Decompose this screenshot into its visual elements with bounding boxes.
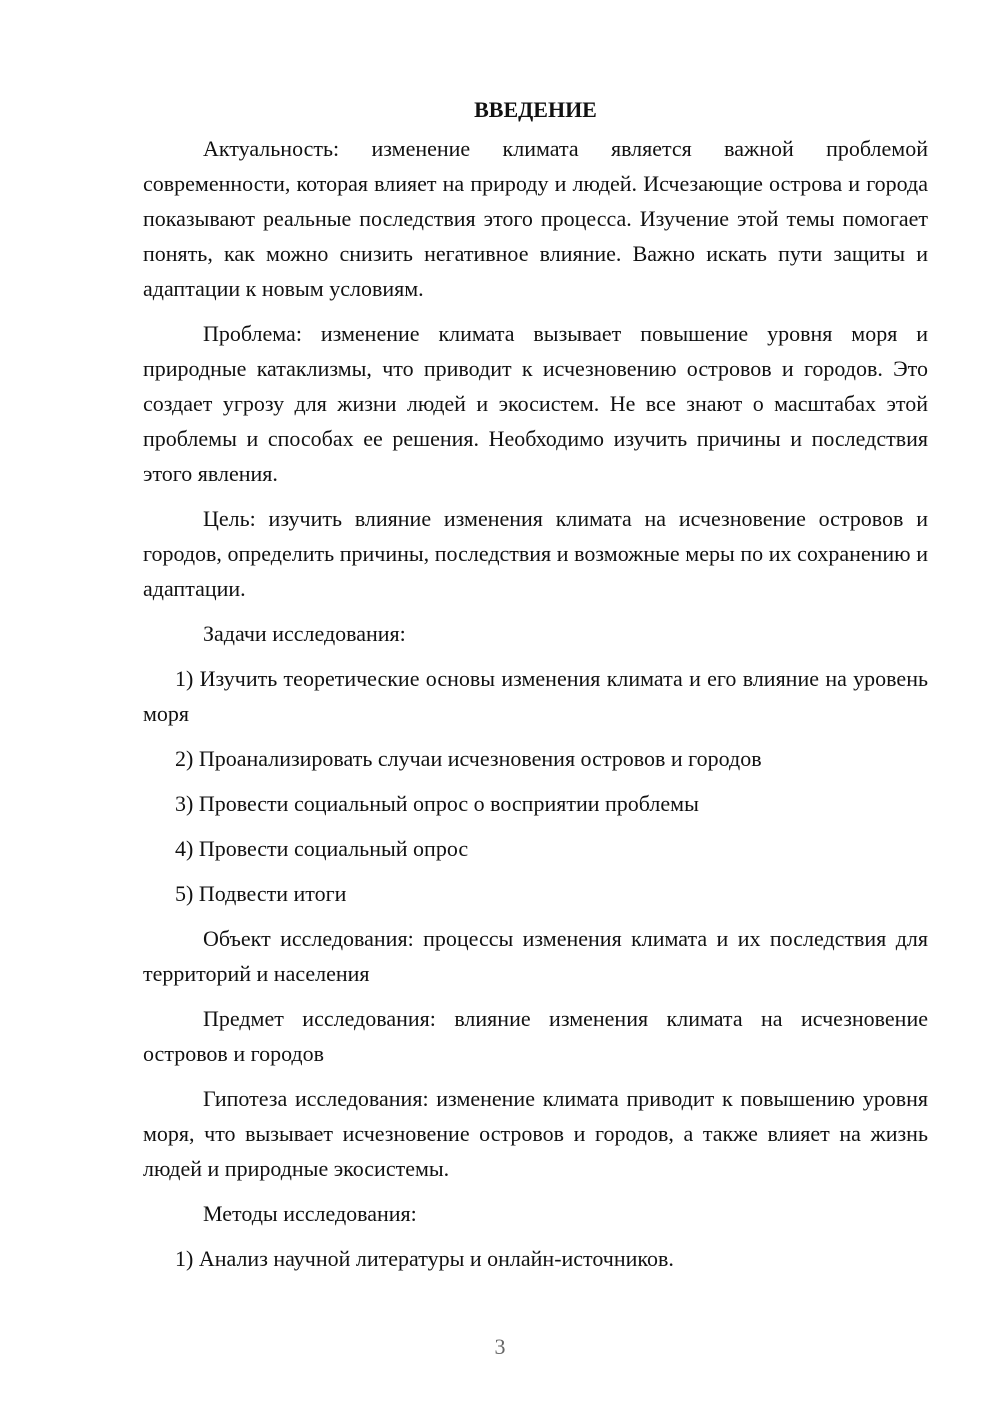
problem-paragraph: Проблема: изменение климата вызывает повышение уровня моря и природные катаклизмы, что приводит к исчезновению островов и городов. Это создает угрозу для жизни людей и экосистем. Не все знают о масштабах этой проблемы и способах ее решения. Необходимо изучить причины и последствия этого явления. (143, 321, 928, 486)
tasks-heading: Задачи исследования: (203, 621, 406, 646)
method-item: 1) Анализ научной литературы и онлайн-источников. (175, 1246, 674, 1271)
relevance-paragraph: Актуальность: изменение климата является важной проблемой современности, которая влияет на природу и людей. Исчезающие острова и города показывают реальные последствия этого процесса. Изучение этой темы помогает понять, как можно снизить негативное влияние. Важно искать пути защиты и адаптации к новым условиям. (143, 136, 928, 301)
task-item: 1) Изучить теоретические основы изменения климата и его влияние на уровень моря (143, 666, 928, 726)
section-heading: ВВЕДЕНИЕ (474, 97, 597, 122)
object-paragraph: Объект исследования: процессы изменения климата и их последствия для территорий и населения (143, 926, 928, 986)
page-number: 3 (494, 1334, 506, 1359)
task-item: 3) Провести социальный опрос о восприятии проблемы (175, 791, 699, 816)
task-item: 5) Подвести итоги (175, 881, 347, 906)
methods-heading: Методы исследования: (203, 1201, 417, 1226)
page-content (143, 95, 928, 1286)
task-item: 4) Провести социальный опрос (175, 836, 469, 861)
hypothesis-paragraph: Гипотеза исследования: изменение климата приводит к повышению уровня моря, что вызывает исчезновение островов и городов, а также влияет на жизнь людей и природные экосистемы. (143, 1086, 928, 1181)
goal-paragraph: Цель: изучить влияние изменения климата на исчезновение островов и городов, определить причины, последствия и возможные меры по их сохранению и адаптации. (143, 506, 928, 601)
task-item: 2) Проанализировать случаи исчезновения островов и городов (175, 746, 762, 771)
subject-paragraph: Предмет исследования: влияние изменения климата на исчезновение островов и городов (143, 1006, 928, 1066)
